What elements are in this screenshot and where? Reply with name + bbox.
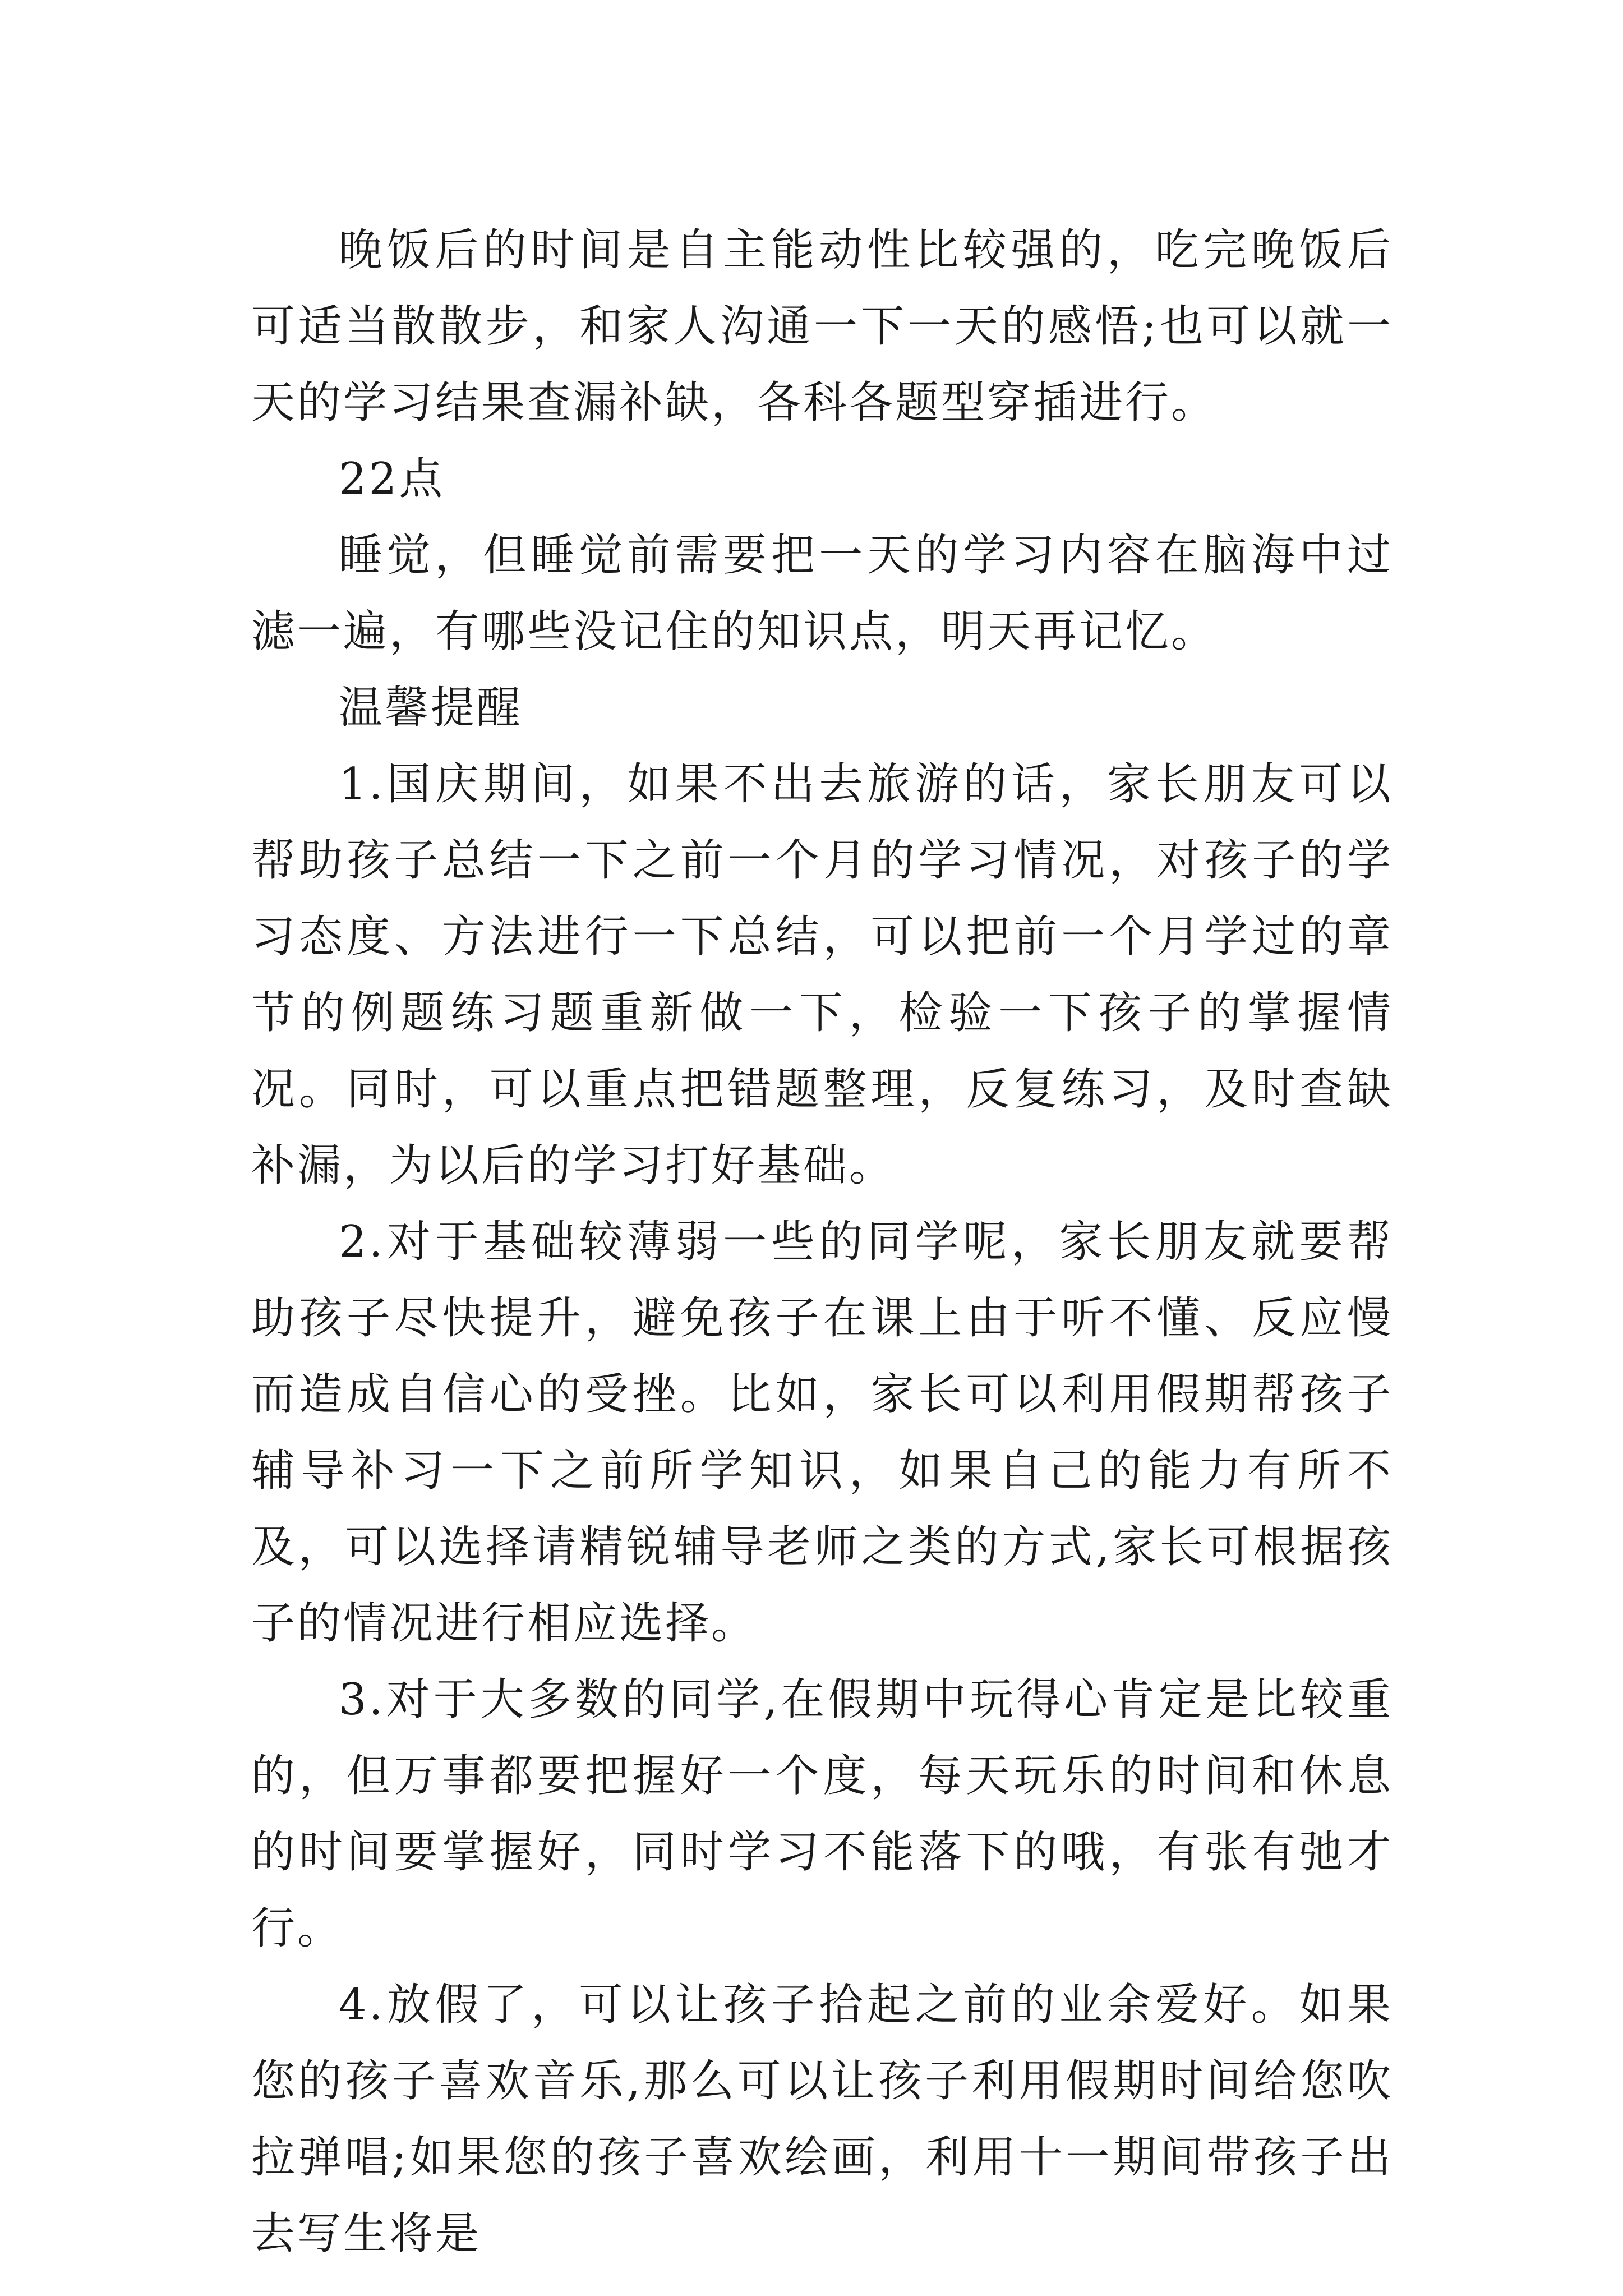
heading-reminder: 温馨提醒 [339,683,523,733]
paragraph-tip-2: 2.对于基础较薄弱一些的同学呢，家长朋友就要帮助孩子尽快提升，避免孩子在课上由于听不懂、反应慢而造成自信心的受挫。比如，家长可以利用假期帮孩子辅导补习一下之前所学知识，如果自己的能力有所不及，可以选择请精锐辅导老师之类的方式,家长可根据孩子的情况进行相应选择。 [251,1217,1393,1649]
paragraph-evening: 晚饭后的时间是自主能动性比较强的，吃完晚饭后可适当散散步，和家人沟通一下一天的感悟;也可以就一天的学习结果查漏补缺，各科各题型穿插进行。 [251,225,1393,428]
heading-22-oclock: 22点 [339,454,445,504]
paragraph-tip-4: 4.放假了，可以让孩子拾起之前的业余爱好。如果您的孩子喜欢音乐,那么可以让孩子利用假期时间给您吹拉弹唱;如果您的孩子喜欢绘画，利用十一期间带孩子出去写生将是 [251,1980,1393,2259]
document-body [251,212,1393,2272]
paragraph-tip-3: 3.对于大多数的同学,在假期中玩得心肯定是比较重的，但万事都要把握好一个度，每天玩乐的时间和休息的时间要掌握好，同时学习不能落下的哦，有张有弛才行。 [251,1674,1393,1954]
paragraph-sleep: 睡觉，但睡觉前需要把一天的学习内容在脑海中过滤一遍，有哪些没记住的知识点，明天再记忆。 [251,530,1393,657]
paragraph-tip-1: 1.国庆期间，如果不出去旅游的话，家长朋友可以帮助孩子总结一下之前一个月的学习情况，对孩子的学习态度、方法进行一下总结，可以把前一个月学过的章节的例题练习题重新做一下，检验一下孩子的掌握情况。同时，可以重点把错题整理，反复练习，及时查缺补漏，为以后的学习打好基础。 [251,759,1393,1191]
